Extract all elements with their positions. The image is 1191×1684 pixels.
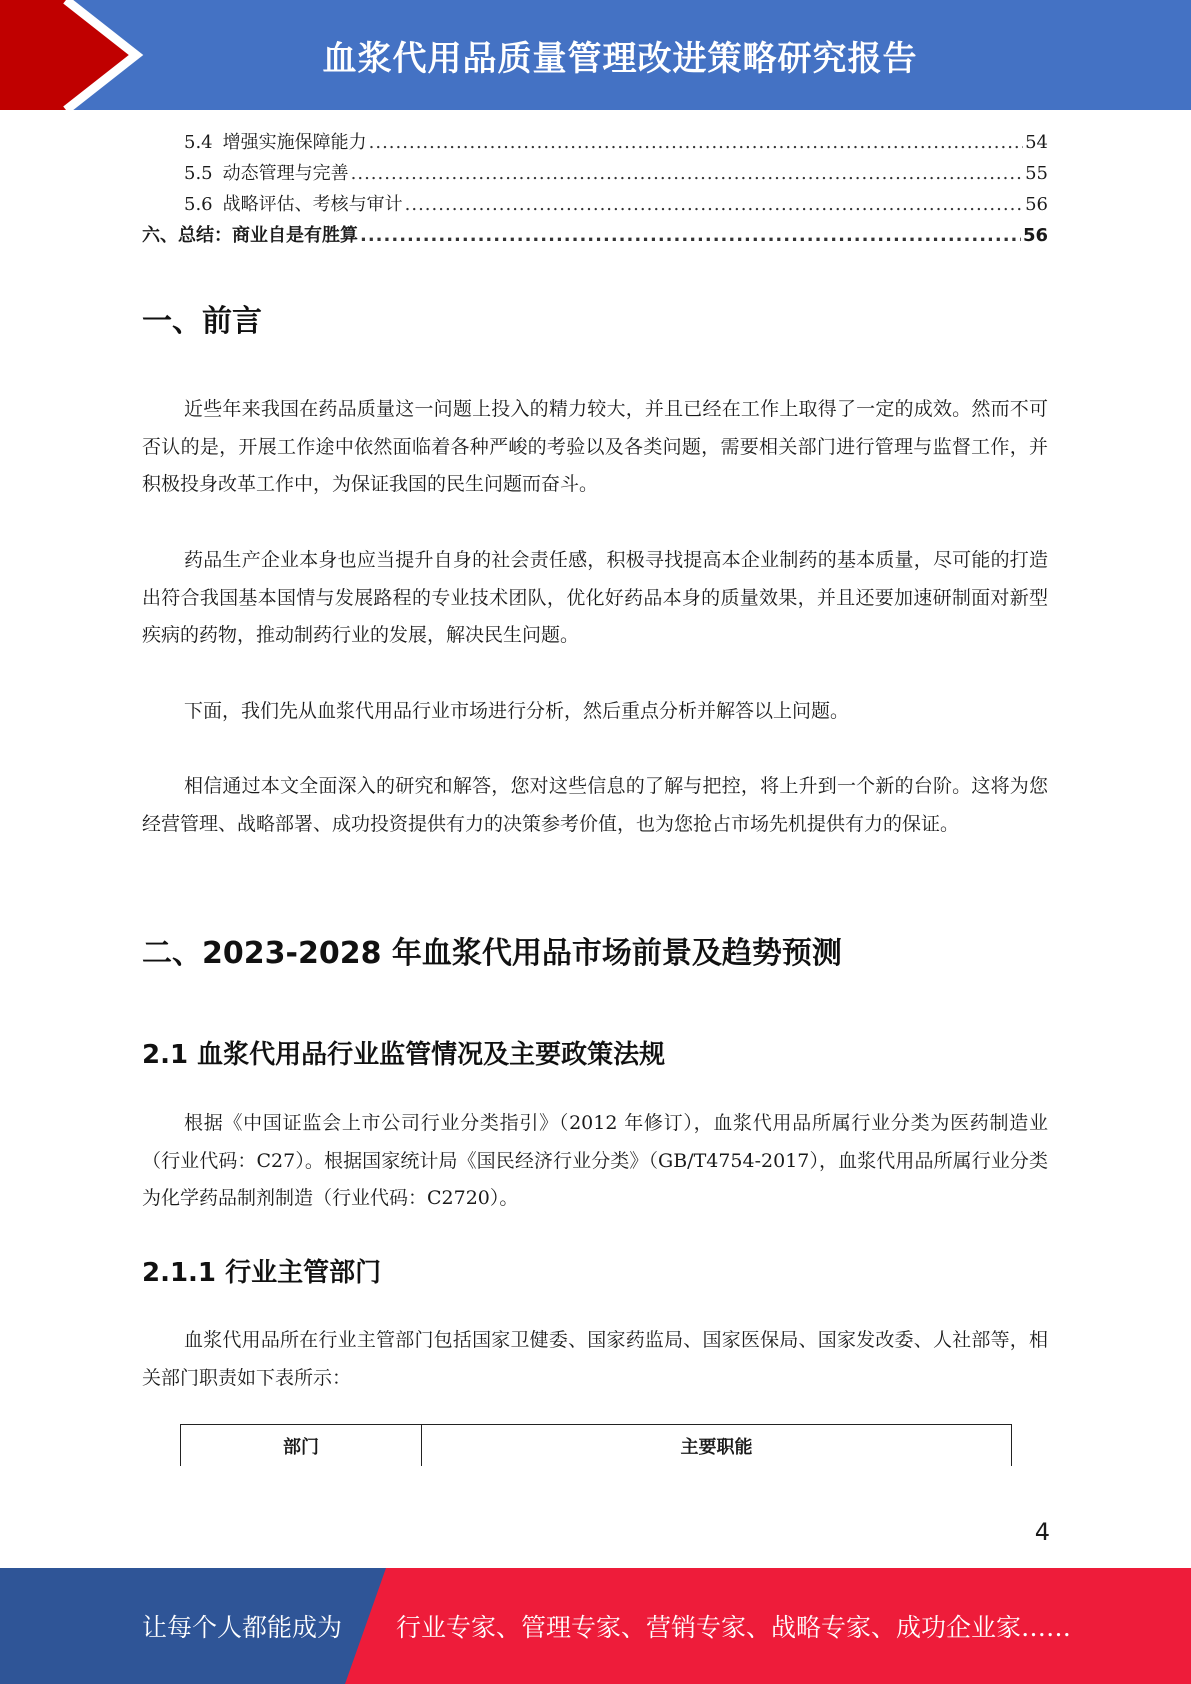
toc-entry[interactable] [142, 221, 1048, 252]
departments-table-header [180, 1424, 1012, 1466]
toc-entry[interactable] [142, 159, 1048, 190]
toc-entry-page: 56 [1025, 194, 1048, 215]
body-paragraph: 近些年来我国在药品质量这一问题上投入的精力较大，并且已经在工作上取得了一定的成效。然而不可否认的是，开展工作途中依然面临着各种严峻的考验以及各类问题，需要相关部门进行管理与监督工作，并积极投身改革工作中，为保证我国的民生问题而奋斗。 [142, 398, 1048, 495]
body-paragraph: 血浆代用品所在行业主管部门包括国家卫健委、国家药监局、国家医保局、国家发改委、人社部等，相关部门职责如下表所示： [142, 1329, 1048, 1389]
page-number: 4 [1034, 1518, 1050, 1546]
table-of-contents [142, 128, 1048, 252]
toc-entry-label: 增强实施保障能力 [222, 132, 367, 153]
toc-leader-dots [369, 132, 1023, 153]
table-header-cell [422, 1425, 1011, 1466]
body-paragraph: 药品生产企业本身也应当提升自身的社会责任感，积极寻找提高本企业制药的基本质量，尽可能的打造出符合我国基本国情与发展路程的专业技术团队，优化好药品本身的质量效果，并且还要加速研制面对新型疾病的药物，推动制药行业的发展，解决民生问题。 [142, 549, 1048, 646]
toc-entry-label: 战略评估、考核与审计 [222, 194, 403, 215]
toc-leader-dots [405, 194, 1023, 215]
body-paragraph: 下面，我们先从血浆代用品行业市场进行分析，然后重点分析并解答以上问题。 [184, 700, 850, 722]
section-heading-market-forecast: 二、2023-2028 年血浆代用品市场前景及趋势预测 [142, 936, 842, 971]
subsection-heading-regulation: 2.1 血浆代用品行业监管情况及主要政策法规 [142, 1040, 666, 1070]
subsection-heading-authorities: 2.1.1 行业主管部门 [142, 1258, 382, 1288]
toc-entry[interactable] [142, 190, 1048, 221]
toc-entry-number: 5.6 [184, 194, 213, 215]
table-header-department: 部门 [283, 1436, 319, 1458]
section-heading-preface: 一、前言 [142, 304, 262, 339]
toc-entry-label: 六、总结：商业自是有胜算 [142, 225, 358, 246]
header-band [0, 0, 1191, 110]
red-chevron-graphic [0, 0, 160, 110]
table-header-functions: 主要职能 [680, 1436, 753, 1458]
toc-entry-page: 56 [1022, 225, 1048, 246]
table-header-cell [181, 1425, 422, 1466]
toc-leader-dots [351, 163, 1023, 184]
body-paragraph: 相信通过本文全面深入的研究和解答，您对这些信息的了解与把控，将上升到一个新的台阶。这将为您经营管理、战略部署、成功投资提供有力的决策参考价值，也为您抢占市场先机提供有力的保证。 [142, 775, 1048, 835]
toc-entry-label: 动态管理与完善 [222, 163, 349, 184]
toc-entry-number: 5.4 [184, 132, 213, 153]
report-title: 血浆代用品质量管理改进策略研究报告 [322, 38, 918, 79]
footer-band [0, 1568, 1191, 1684]
footer-slogan-right: 行业专家、管理专家、营销专家、战略专家、成功企业家…… [396, 1613, 1072, 1642]
toc-leader-dots [360, 225, 1021, 246]
toc-entry[interactable] [142, 128, 1048, 159]
toc-entry-page: 54 [1025, 132, 1048, 153]
toc-entry-page: 55 [1025, 163, 1048, 184]
body-paragraph: 根据《中国证监会上市公司行业分类指引》（2012 年修订），血浆代用品所属行业分类为医药制造业（行业代码：C27）。根据国家统计局《国民经济行业分类》（GB/T4754-2017），血浆代用品所属行业分类为化学药品制剂制造（行业代码：C2720）。 [142, 1112, 1048, 1209]
footer-slogan-left: 让每个人都能成为 [142, 1613, 343, 1642]
toc-entry-number: 5.5 [184, 163, 213, 184]
